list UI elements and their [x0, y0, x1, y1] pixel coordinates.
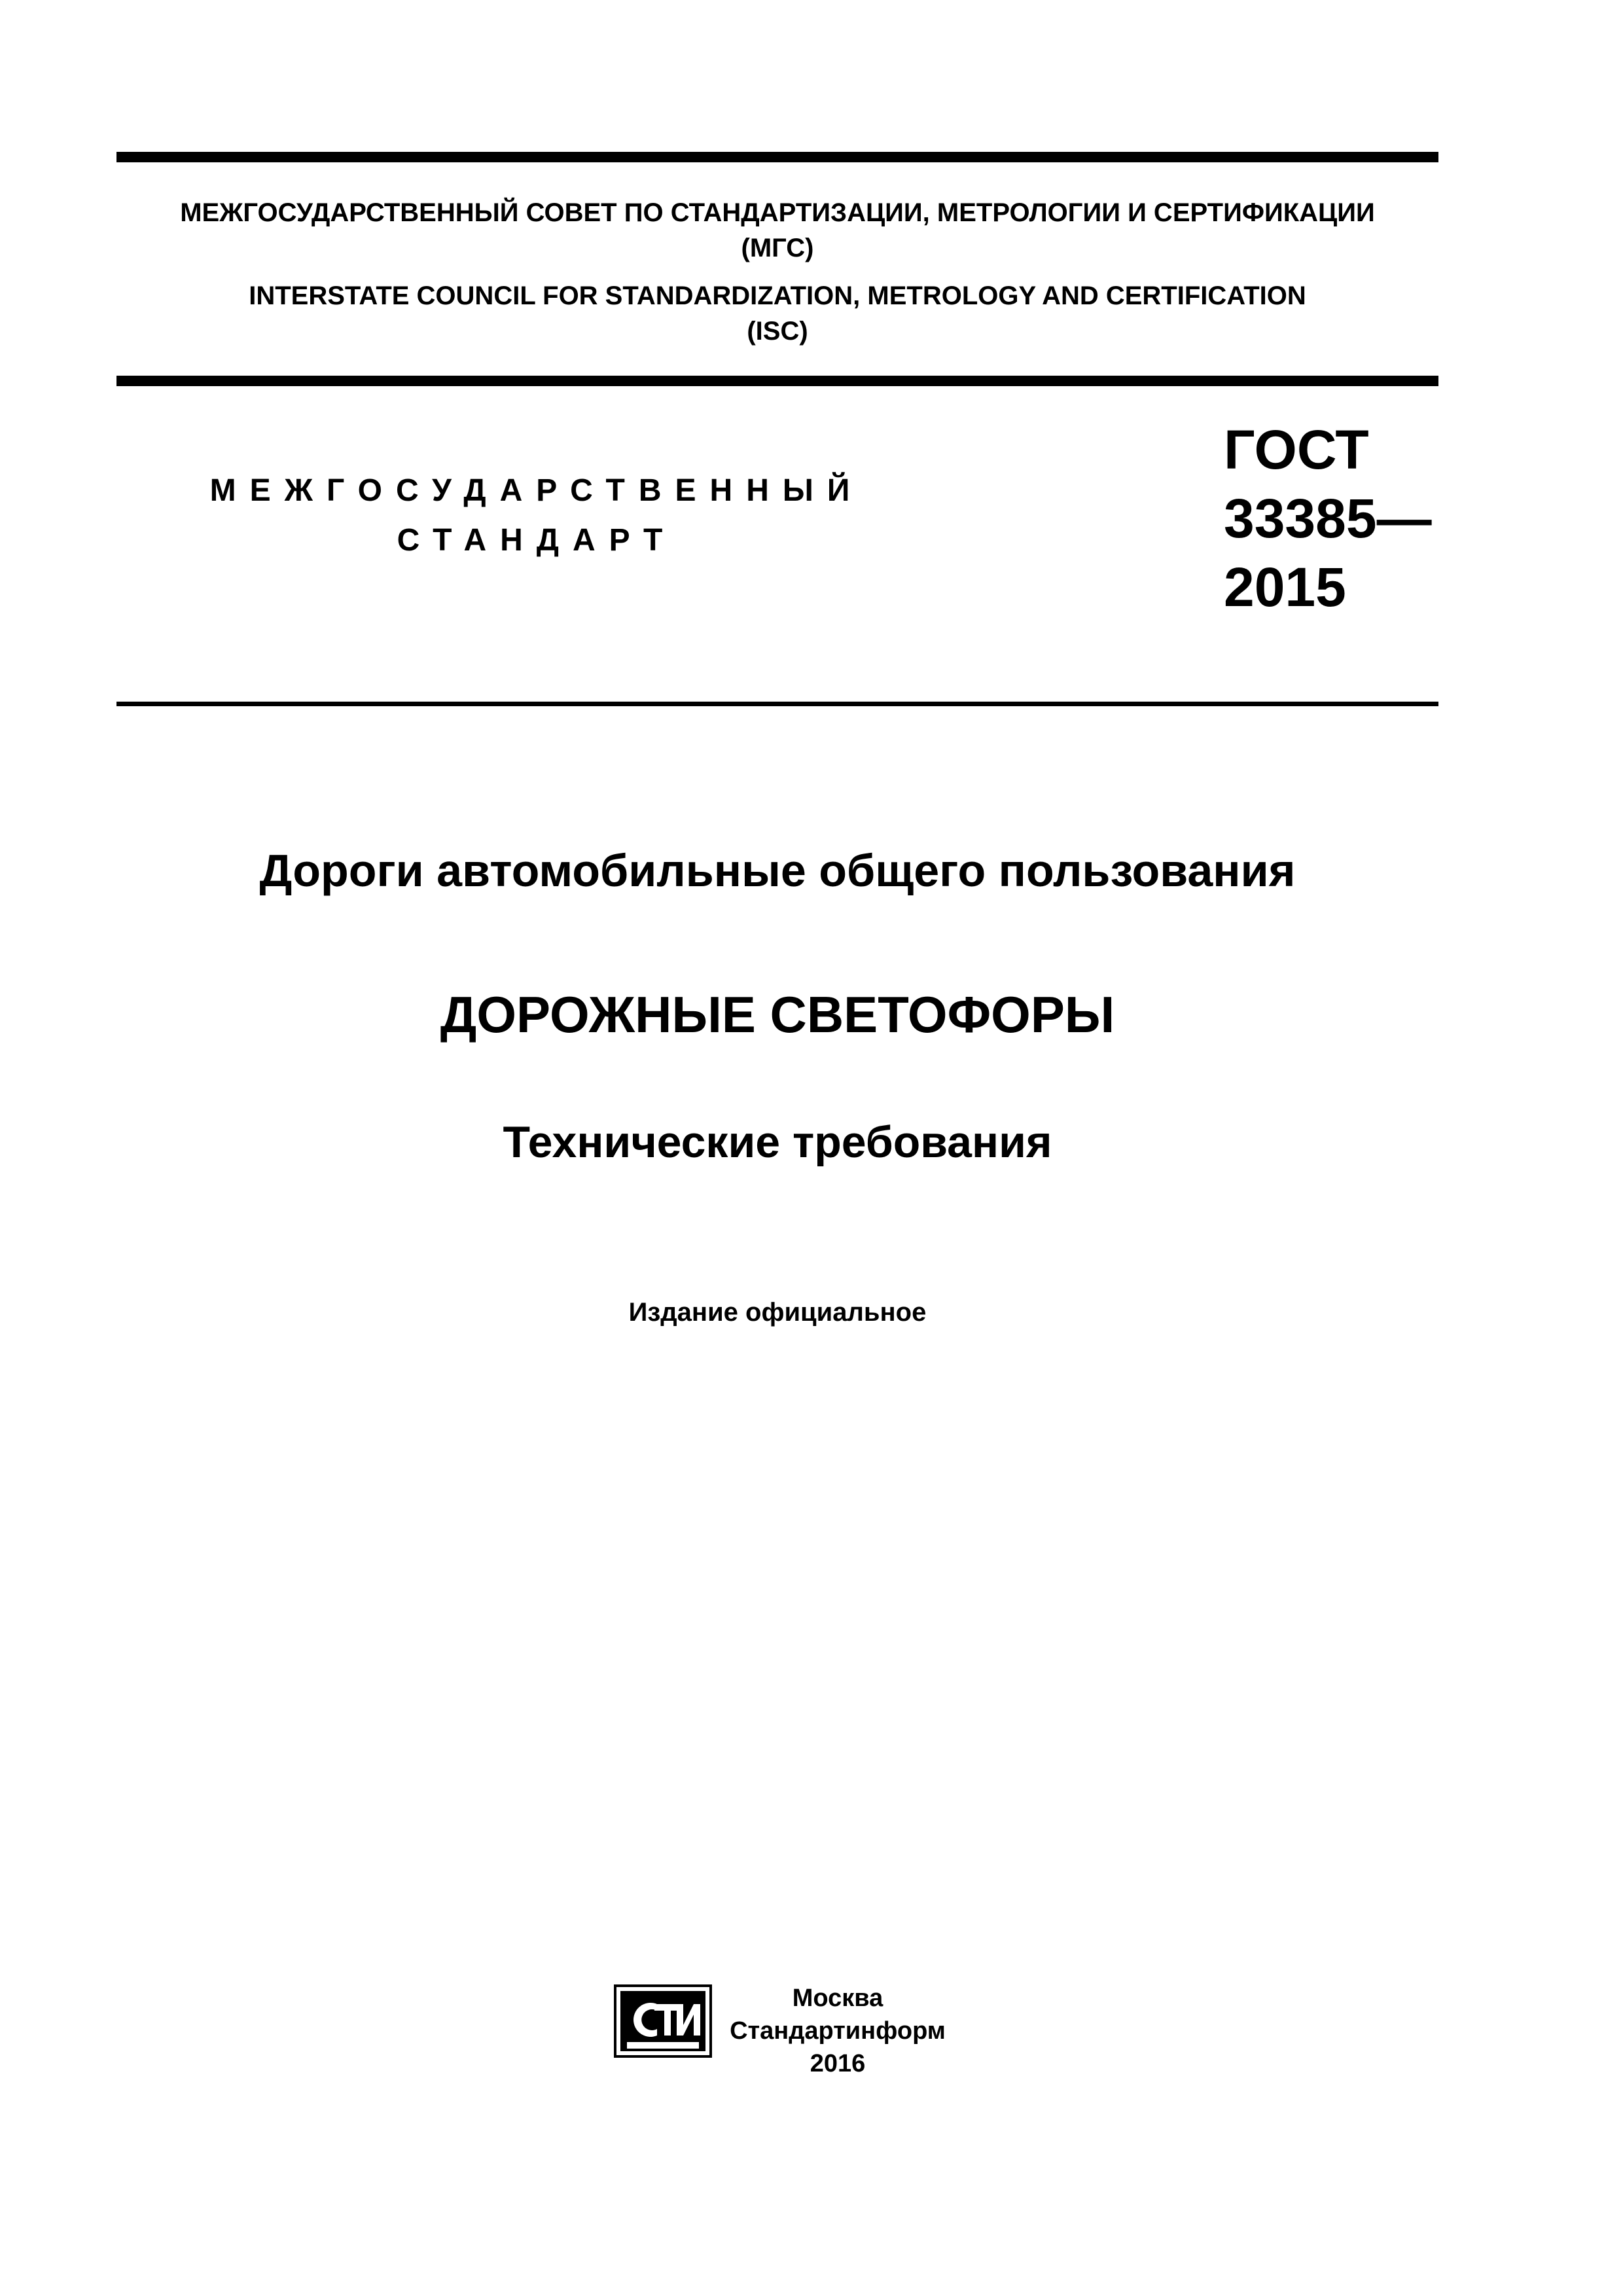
publisher-city: Москва: [792, 1984, 883, 2012]
standartinform-logo-icon: [614, 1984, 712, 2058]
lower-rule: [116, 702, 1438, 706]
document-subtitle: Технические требования: [503, 1117, 1052, 1167]
document-subject: Дороги автомобильные общего пользования: [259, 845, 1296, 896]
council-abbr-ru: (МГС): [741, 234, 814, 262]
document-title: ДОРОЖНЫЕ СВЕТОФОРЫ: [440, 986, 1115, 1043]
middle-rule: [116, 376, 1438, 386]
top-rule: [116, 152, 1438, 162]
standard-type-line1: МЕЖГОСУДАРСТВЕННЫЙ: [209, 473, 864, 508]
edition-label: Издание официальное: [628, 1298, 927, 1327]
publisher-name: Стандартинформ: [730, 2017, 946, 2045]
council-abbr-en: (ISC): [747, 317, 808, 346]
standard-type-line2: СТАНДАРТ: [397, 523, 677, 558]
standard-code-number: 33385—: [1224, 488, 1432, 549]
council-name-ru: МЕЖГОСУДАРСТВЕННЫЙ СОВЕТ ПО СТАНДАРТИЗАЦИИ, МЕТРОЛОГИИ И СЕРТИФИКАЦИИ: [180, 198, 1375, 227]
standard-code-prefix: ГОСТ: [1224, 419, 1369, 480]
publication-year: 2016: [810, 2050, 866, 2077]
council-name-en: INTERSTATE COUNCIL FOR STANDARDIZATION, METROLOGY AND CERTIFICATION: [249, 281, 1306, 310]
standard-code-year: 2015: [1224, 556, 1346, 618]
